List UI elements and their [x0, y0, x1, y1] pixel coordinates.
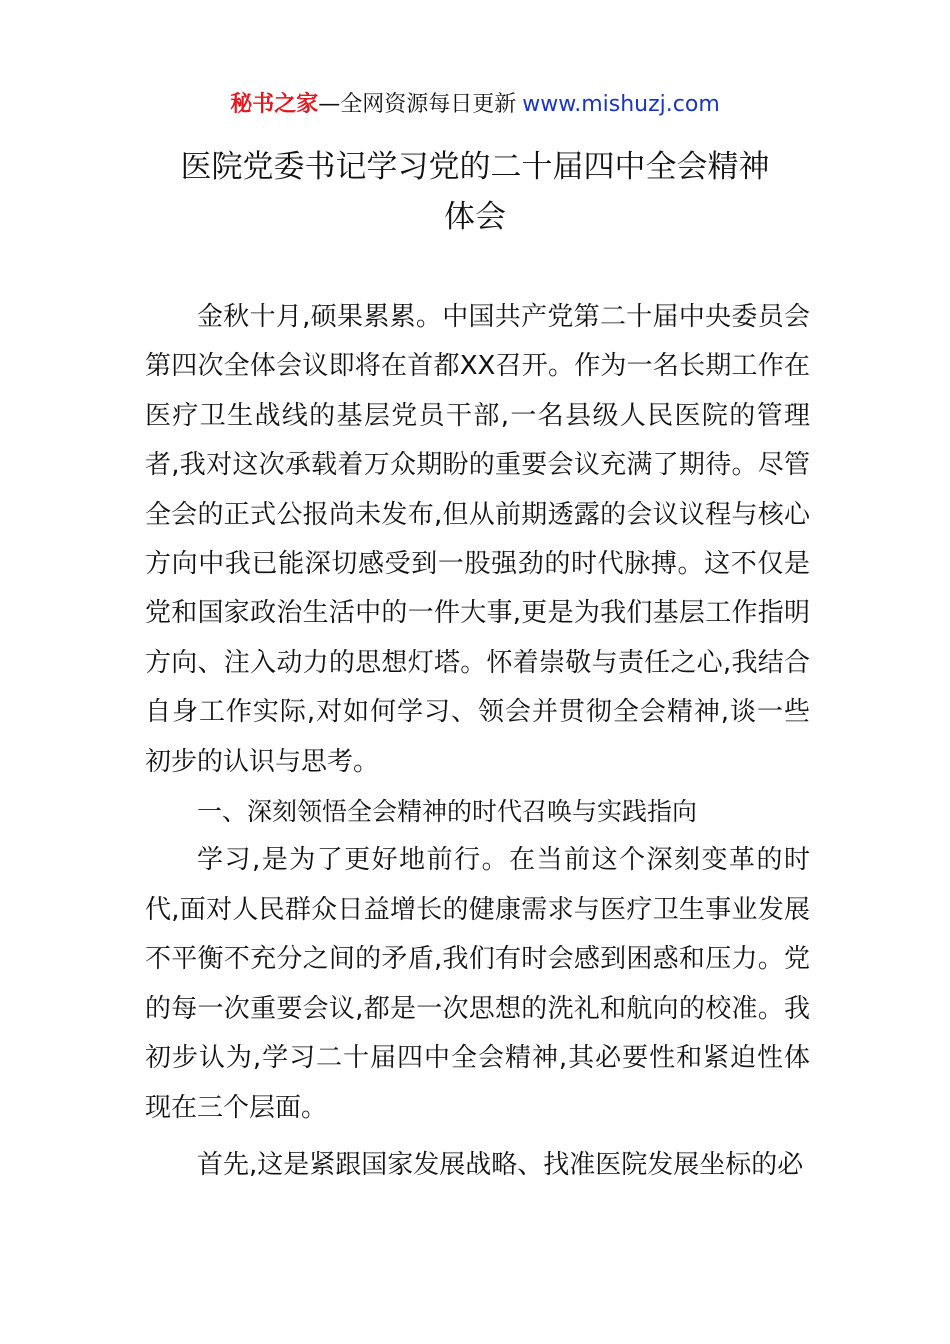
- title-line-2: 体会: [444, 199, 506, 235]
- body-paragraph: 金秋十月,硕果累累。中国共产党第二十届中央委员会第四次全体会议即将在首都XX召开。作为一名长期工作在医疗卫生战线的基层党员干部,一名县级人民医院的管理者,我对这次承载着万众期盼的重要会议充满了期待。尽管全会的正式公报尚未发布,但从前期透露的会议议程与核心方向中我已能深切感受到一股强劲的时代脉搏。这不仅是党和国家政治生活中的一件大事,更是为我们基层工作指明方向、注入动力的思想灯塔。怀着崇敬与责任之心,我结合自身工作实际,对如何学习、领会并贯彻全会精神,谈一些初步的认识与思考。: [145, 302, 810, 777]
- header-tagline: —全网资源每日更新: [318, 92, 517, 117]
- site-header: [0, 88, 950, 122]
- site-url-link[interactable]: www.mishuzj.com: [522, 92, 720, 117]
- section-heading: 一、深刻领悟全会精神的时代召唤与实践指向: [197, 797, 698, 827]
- document-body: [145, 293, 810, 1190]
- document-title: [100, 142, 850, 242]
- body-paragraph: 学习,是为了更好地前行。在当前这个深刻变革的时代,面对人民群众日益增长的健康需求与医疗卫生事业发展不平衡不充分之间的矛盾,我们有时会感到困惑和压力。党的每一次重要会议,都是一次思想的洗礼和航向的校准。我初步认为,学习二十届四中全会精神,其必要性和紧迫性体现在三个层面。: [145, 845, 810, 1123]
- brand-name: 秘书之家: [230, 92, 319, 117]
- title-line-1: 医院党委书记学习党的二十届四中全会精神: [180, 149, 770, 185]
- body-paragraph: 首先,这是紧跟国家发展战略、找准医院发展坐标的必: [197, 1149, 804, 1180]
